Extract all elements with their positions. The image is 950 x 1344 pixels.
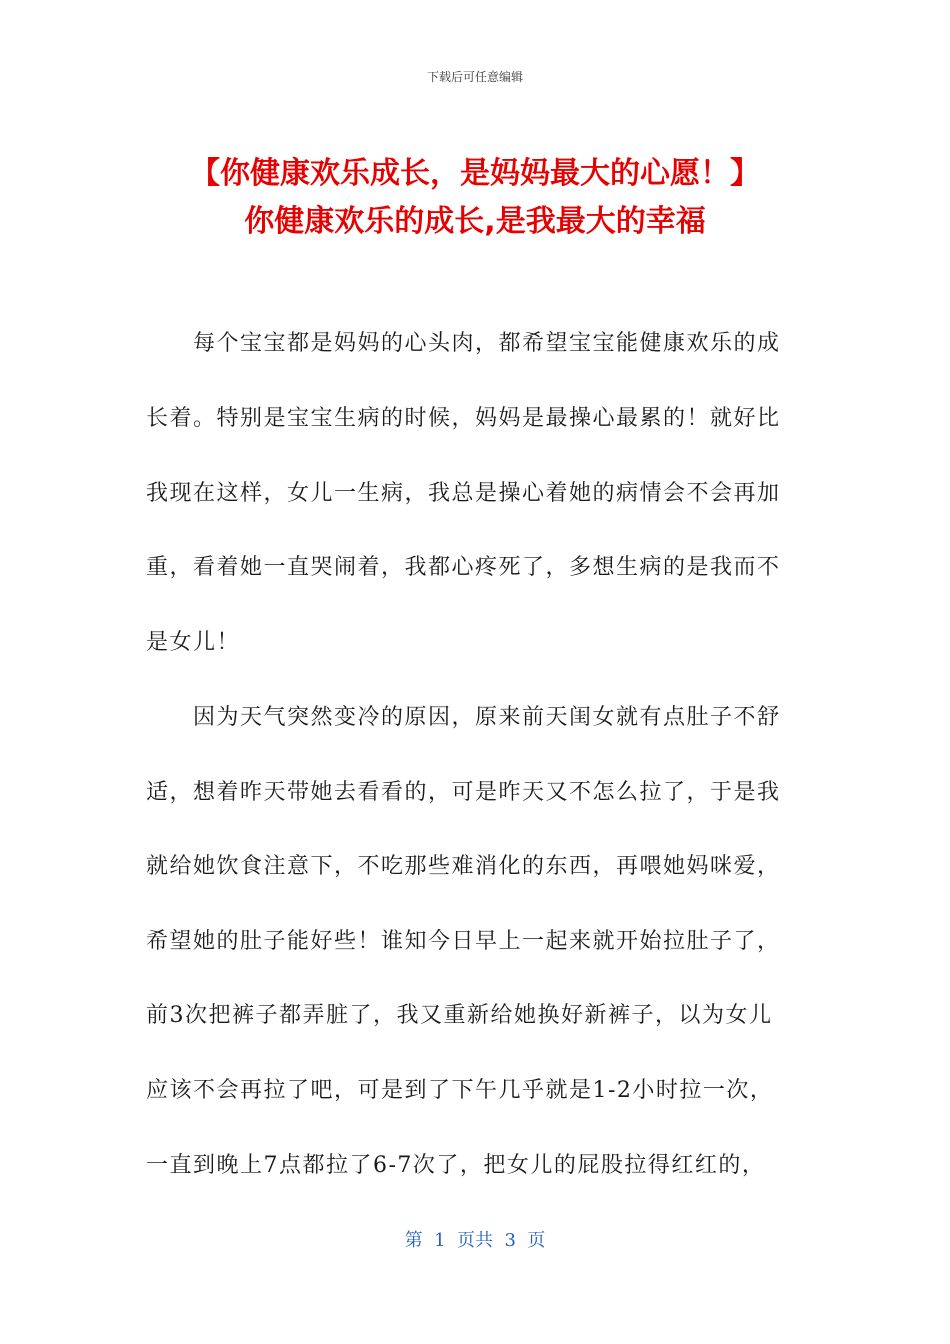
paragraph-1-line-3: 我现在这样，女儿一生病，我总是操心着她的病情会不会再加 (146, 481, 781, 506)
paragraph-2-line-2: 适，想着昨天带她去看看的，可是昨天又不怎么拉了，于是我 (146, 780, 781, 805)
document-title-line-2: 你健康欢乐的成长,是我最大的幸福 (244, 204, 706, 239)
document-title-line-1: 【你健康欢乐成长，是妈妈最大的心愿！】 (190, 156, 760, 191)
paragraph-2-line-3: 就给她饮食注意下，不吃那些难消化的东西，再喂她妈咪爱， (146, 854, 781, 879)
paragraph-1-line-1: 每个宝宝都是妈妈的心头肉，都希望宝宝能健康欢乐的成 (193, 331, 781, 356)
page-number-footer: 第 1 页共 3 页 (404, 1230, 546, 1251)
paragraph-1-line-5: 是女儿！ (146, 630, 241, 655)
paragraph-1-line-2: 长着。特别是宝宝生病的时候，妈妈是最操心最累的！就好比 (146, 406, 781, 431)
paragraph-2-line-4: 希望她的肚子能好些！谁知今日早上一起来就开始拉肚子了， (146, 929, 781, 954)
header-note: 下载后可任意编辑 (426, 70, 523, 84)
paragraph-2-line-7: 一直到晚上7点都拉了6-7次了，把女儿的屁股拉得红红的， (146, 1153, 766, 1178)
paragraph-2-line-6: 应该不会再拉了吧，可是到了下午几乎就是1-2小时拉一次， (146, 1078, 774, 1103)
paragraph-2-line-1: 因为天气突然变冷的原因，原来前天闺女就有点肚子不舒 (193, 705, 781, 730)
paragraph-1-line-4: 重，看着她一直哭闹着，我都心疼死了，多想生病的是我而不 (146, 555, 781, 580)
paragraph-2-line-5: 前3次把裤子都弄脏了，我又重新给她换好新裤子，以为女儿 (146, 1003, 773, 1028)
